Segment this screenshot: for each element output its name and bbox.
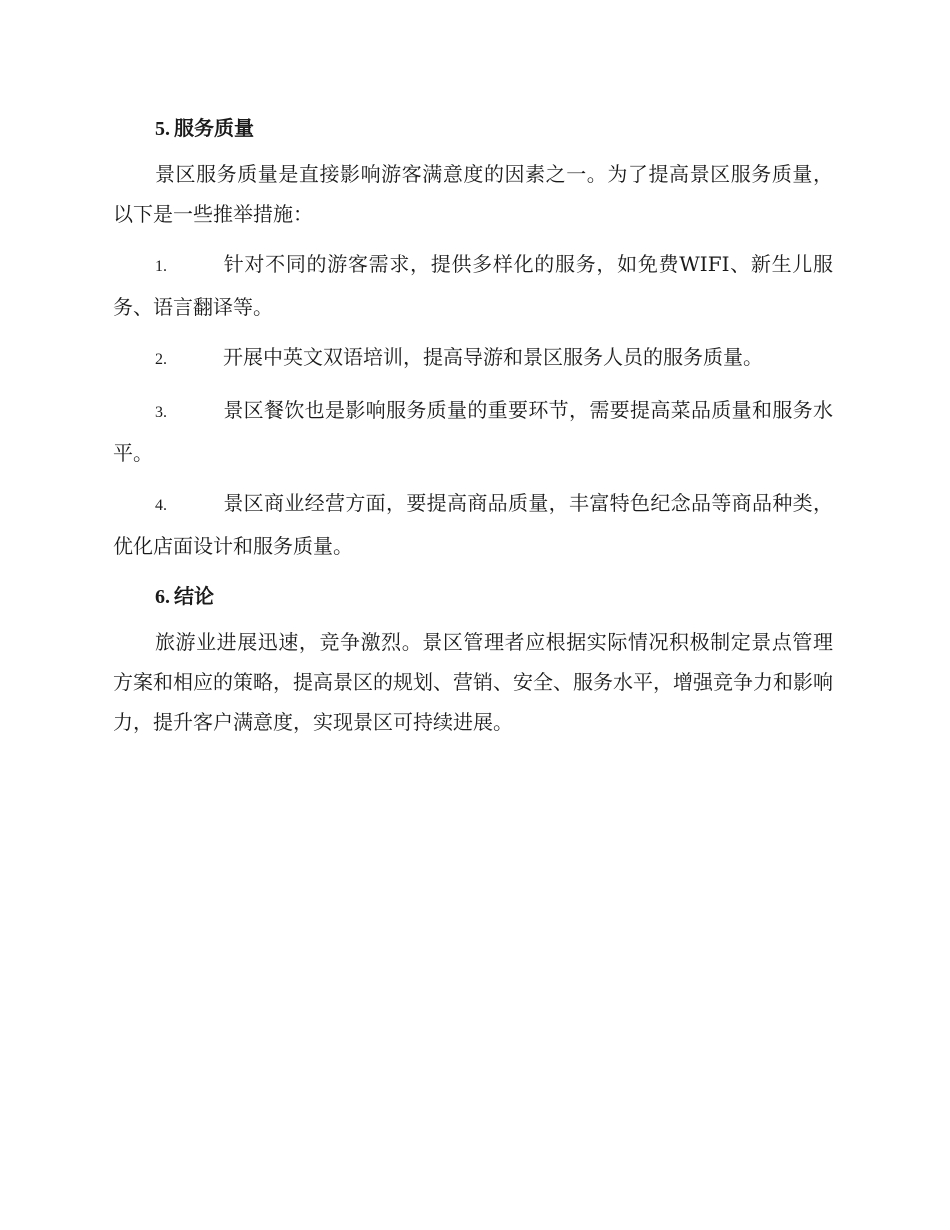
section-6-body: 旅游业进展迅速，竞争激烈。景区管理者应根据实际情况积极制定景点管理方案和相应的策略，提高景区的规划、营销、安全、服务水平，增强竞争力和影响力，提升客户满意度，实现景区可持续进展。 bbox=[113, 630, 833, 734]
list-text-4: 景区商业经营方面，要提高商品质量，丰富特色纪念品等商品种类，优化店面设计和服务质量。 bbox=[113, 491, 833, 558]
section-6-number: 6. bbox=[155, 586, 170, 608]
section-5-number: 5. bbox=[155, 118, 170, 140]
section-5-intro: 景区服务质量是直接影响游客满意度的因素之一。为了提高景区服务质量，以下是一些推举措施： bbox=[113, 162, 833, 226]
list-text-1: 针对不同的游客需求，提供多样化的服务，如免费WIFI、新生儿服务、语言翻译等。 bbox=[113, 252, 833, 319]
section-6-heading bbox=[113, 576, 833, 617]
list-item-2 bbox=[113, 337, 833, 380]
section-5-heading bbox=[113, 108, 833, 149]
list-marker-2: 2. bbox=[155, 351, 167, 368]
section-5-title: 服务质量 bbox=[174, 116, 254, 140]
list-marker-3: 3. bbox=[155, 404, 167, 421]
document-body bbox=[113, 108, 833, 752]
list-marker-1: 1. bbox=[155, 258, 167, 275]
section-6-title: 结论 bbox=[174, 584, 214, 608]
list-item-3 bbox=[113, 390, 833, 473]
list-marker-4: 4. bbox=[155, 497, 167, 514]
list-item-1 bbox=[113, 244, 833, 327]
list-text-3: 景区餐饮也是影响服务质量的重要环节，需要提高菜品质量和服务水平。 bbox=[113, 398, 833, 465]
list-text-2: 开展中英文双语培训，提高导游和景区服务人员的服务质量。 bbox=[223, 345, 763, 369]
list-item-4 bbox=[113, 483, 833, 566]
